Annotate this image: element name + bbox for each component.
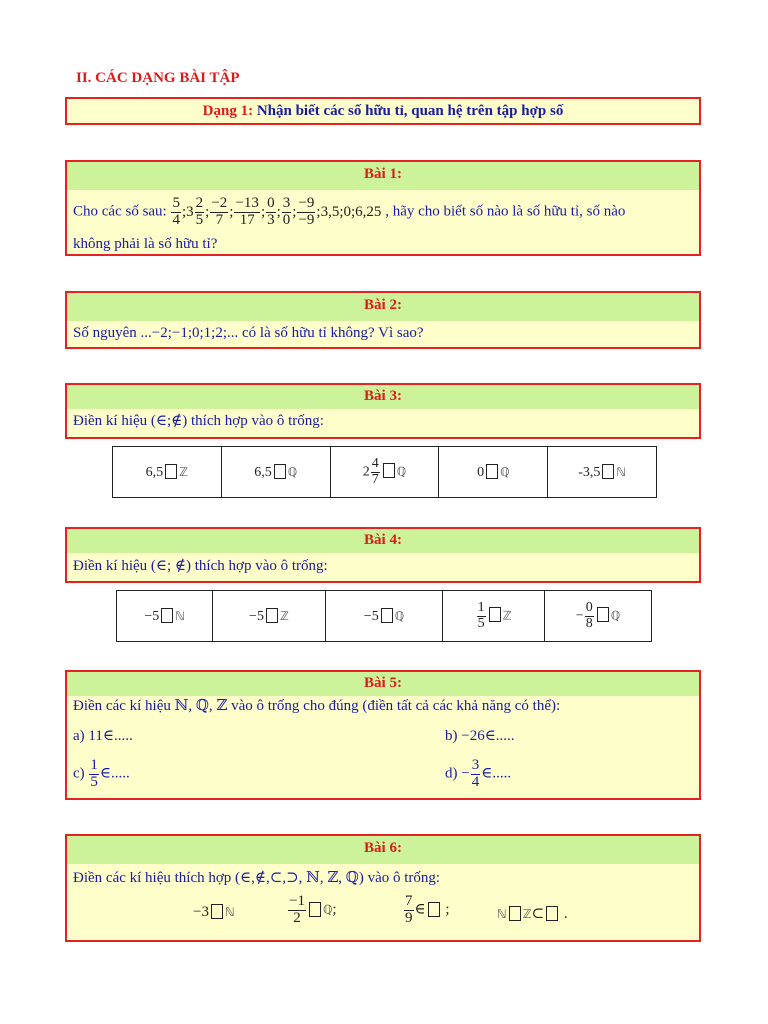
blank-box[interactable] [428,902,440,917]
bai4-cell[interactable]: −5 ℤ [213,591,325,642]
blank-box[interactable] [602,464,614,479]
blank-box[interactable] [266,608,278,623]
blank-box[interactable] [161,608,173,623]
bai1-number-list: $\frac{5}{4}$ ;3 $\frac{2}{5}$ ; $\frac{-2}{7}$ ; $\frac{-13}{17}$ ; $\frac{0}{3}$ ; $\frac{3}{0}$ ; $\frac{-9}{-9}$ ;3,5;0;6,25 [172,195,386,228]
bai1-num-5: $\frac{3}{0}$ [282,195,291,228]
blank-box[interactable] [597,607,609,622]
bai2-box [65,291,701,349]
bai4-text: Điền kí hiệu (∈; ∉) thích hợp vào ô trống: [73,558,328,574]
bai1-num-0: $\frac{5}{4}$ [172,195,180,228]
bai5-body [67,696,699,798]
dang1-text: Nhận biết các số hữu tỉ, quan hệ trên tập hợp số [256,103,564,119]
bai5-b: b) −26∈..... [445,728,515,744]
blank-box[interactable] [383,463,395,478]
blank-box[interactable] [274,464,286,479]
bai3-cell[interactable]: 0 ℚ [439,447,548,498]
bai6-title: Bài 6: [67,836,699,864]
blank-box[interactable] [509,906,521,921]
bai5-title: Bài 5: [67,672,699,696]
bai1-box [65,160,701,256]
bai3-cell[interactable]: 2 $\frac{4}{7}$ ℚ [330,447,439,498]
bai5-box [65,670,701,800]
bai1-intro: Cho các số sau: [73,203,167,220]
bai1-line2: không phải là số hữu tỉ? [73,236,218,252]
bai4-title: Bài 4: [67,529,699,553]
bai1-body [67,190,699,254]
bai6-item-1: −3 ℕ [193,904,235,920]
blank-box[interactable] [486,464,498,479]
blank-box[interactable] [546,906,558,921]
blank-box[interactable] [309,902,321,917]
blank-box[interactable] [211,904,223,919]
bai3-text: Điền kí hiệu (∈;∉) thích hợp vào ô trống: [73,413,324,429]
bai5-text: Điền các kí hiệu ℕ, ℚ, ℤ vào ô trống cho đúng (điền tất cả các khả năng có thể): [73,698,561,714]
bai6-item-4: ℕ ℤ⊂ . [497,906,568,922]
bai1-title: Bài 1: [67,162,699,190]
dang1-box [65,97,701,125]
bai1-after: , hãy cho biết số nào là số hữu tỉ, số nào [385,203,626,220]
bai2-title: Bài 2: [67,293,699,321]
bai1-num-2: $\frac{-2}{7}$ [211,195,228,228]
bai3-title: Bài 3: [67,385,699,409]
bai4-table [116,590,652,642]
bai1-num-4: $\frac{0}{3}$ [267,195,275,228]
bai3-cell[interactable]: -3,5 ℕ [548,447,657,498]
bai1-num-6: $\frac{-9}{-9}$ [298,195,315,228]
bai6-box [65,834,701,942]
bai6-item-3: $\frac{7}{9}$ ∈ ; [405,893,450,926]
bai4-cell[interactable]: $\frac{1}{5}$ ℤ [443,591,545,642]
bai3-table [112,446,657,498]
bai5-c: c) $\frac{1}{5}$ ∈..... [73,757,130,790]
dang1-label: Dạng 1: [202,103,254,119]
bai3-box [65,383,701,439]
bai4-cell[interactable]: − $\frac{0}{8}$ ℚ [544,591,651,642]
blank-box[interactable] [165,464,177,479]
bai4-cell[interactable]: −5 ℕ [117,591,213,642]
bai3-cell[interactable]: 6,5 ℚ [221,447,330,498]
bai1-num-3: $\frac{-13}{17}$ [235,195,259,228]
bai1-line1 [73,196,625,229]
section-title: II. CÁC DẠNG BÀI TẬP [76,70,240,86]
bai3-cell[interactable]: 6,5 ℤ [113,447,222,498]
bai4-cell[interactable]: −5 ℚ [325,591,443,642]
blank-box[interactable] [381,608,393,623]
bai6-body [67,864,699,942]
bai6-item-2: $\frac{-1}{2}$ ℚ; [289,893,337,926]
blank-box[interactable] [489,607,501,622]
bai2-text: Số nguyên ...−2;−1;0;1;2;... có là số hữu tỉ không? Vì sao? [73,325,424,341]
bai5-d: d) − $\frac{3}{4}$ ∈..... [445,757,512,790]
bai6-text: Điền các kí hiệu thích hợp (∈,∉,⊂,⊃, ℕ, ℤ, ℚ) vào ô trống: [73,870,441,886]
bai5-a: a) 11∈..... [73,728,133,744]
bai4-box [65,527,701,583]
bai1-num-1: $\frac{2}{5}$ [195,195,204,228]
